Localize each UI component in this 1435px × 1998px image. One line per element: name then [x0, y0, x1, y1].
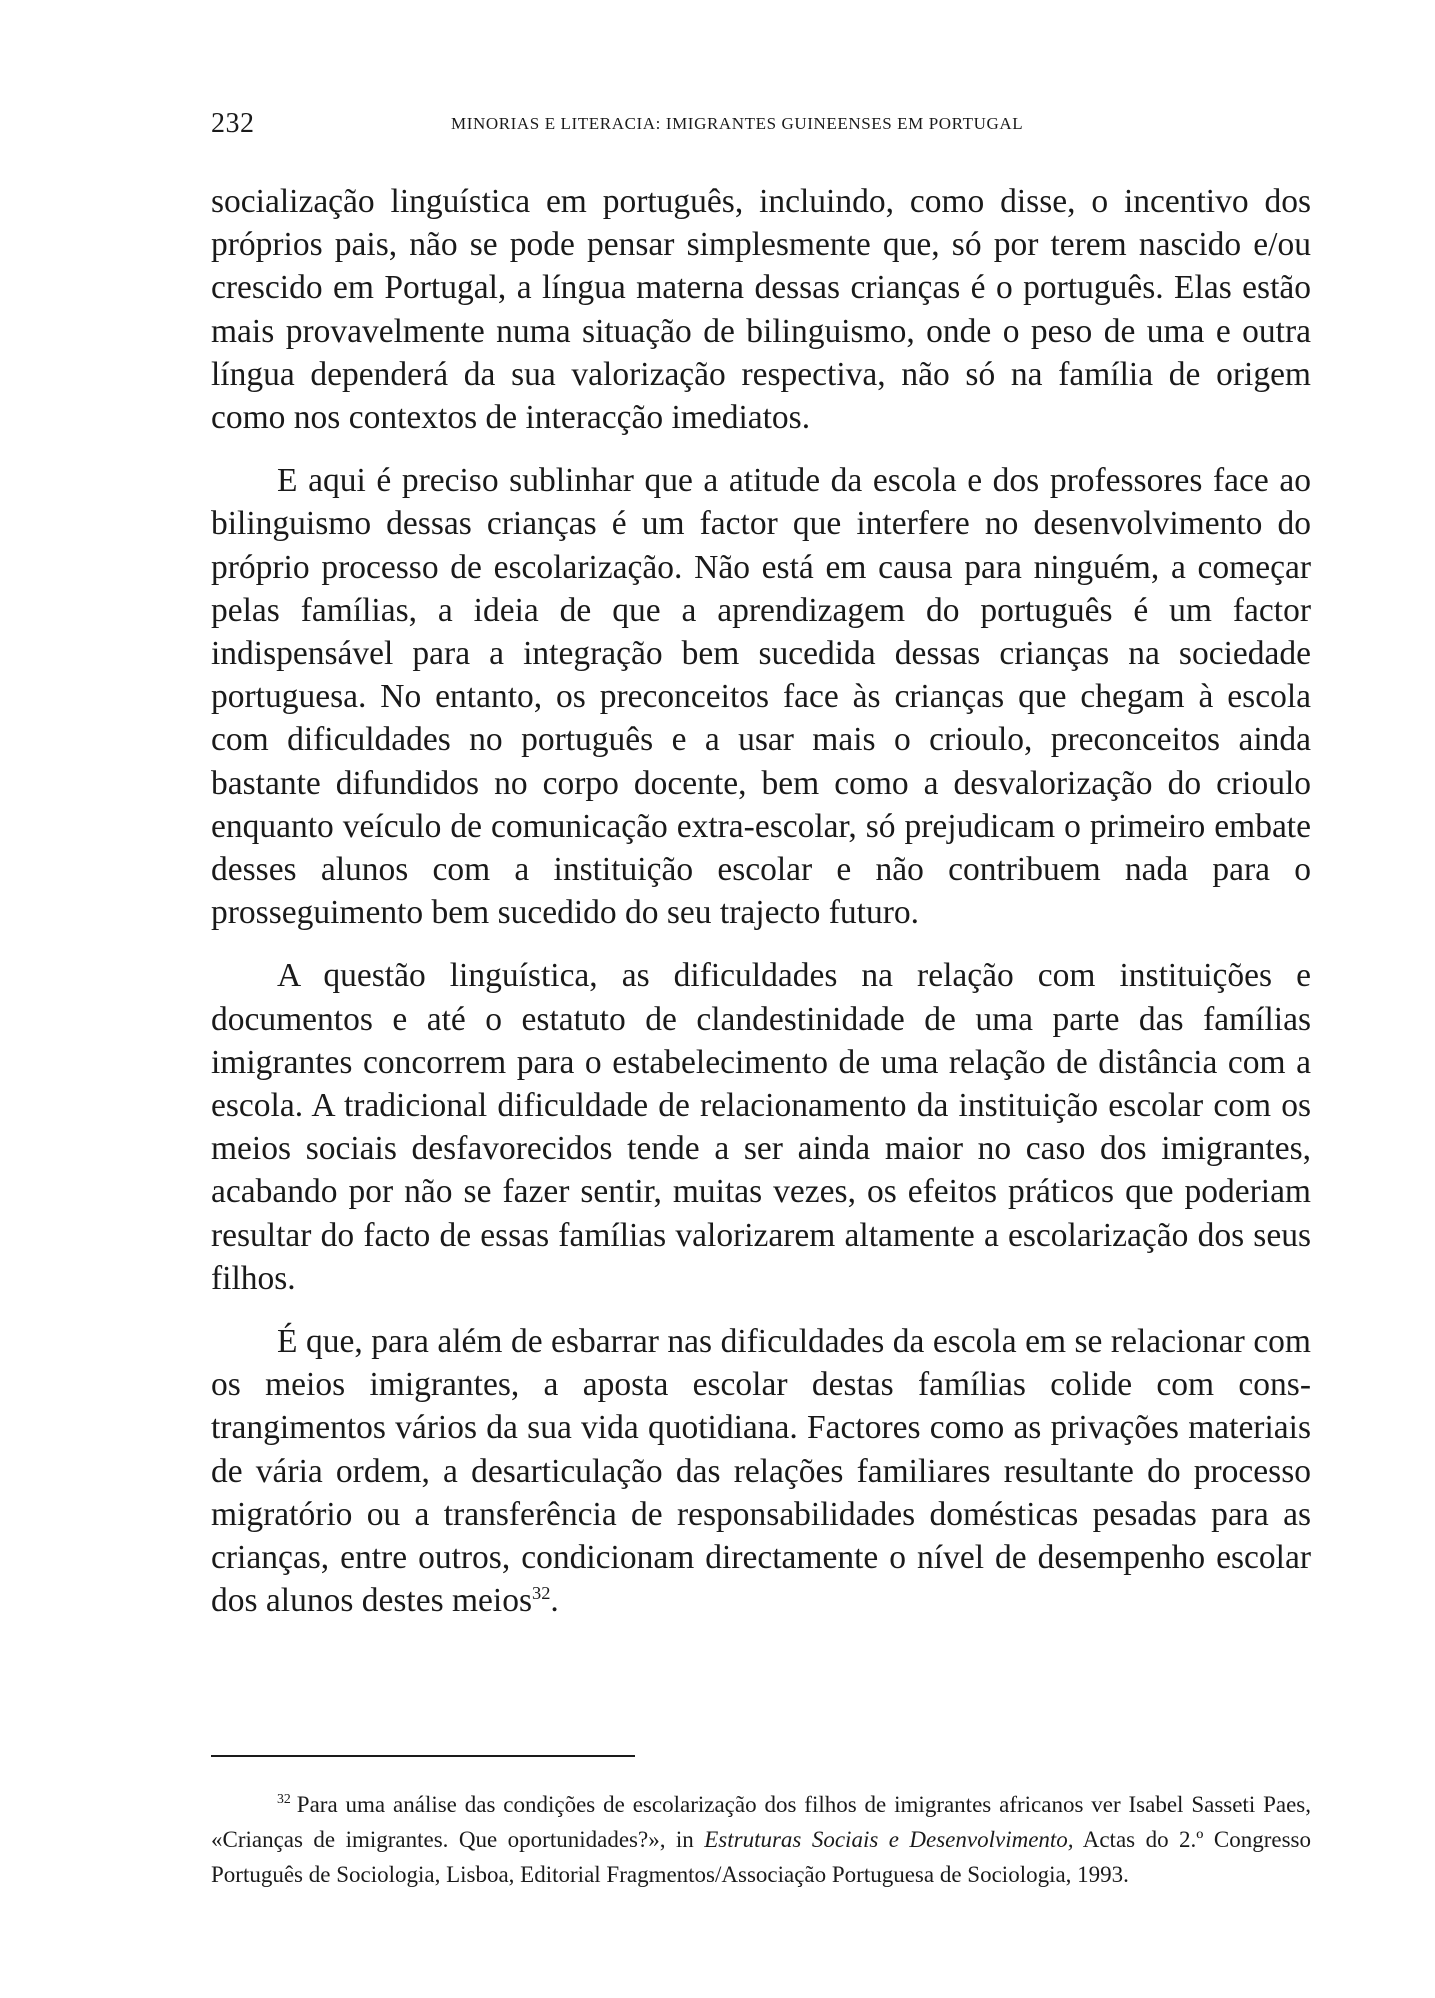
body-text [211, 180, 1311, 1643]
paragraph-3: A questão linguística, as dificuldades na relação com instituições e documentos e até o estatuto de clandestinidade de uma parte das famílias imigrantes concorrem para o estabelecimento de uma relação de distância com a escola. A tradicional dificuldade de relacionamento da instituição escolar com os meios sociais desfavorecidos tende a ser ainda maior no caso dos imigrantes, acabando por não se fazer sentir, muitas vezes, os efeitos práticos que poderiam resultar do facto de essas famílias valorizarem altamente a escolarização dos seus filhos. [211, 957, 1311, 1297]
footnote-reference: 32 [532, 1583, 551, 1604]
page-header [211, 108, 1311, 148]
footnote-text-before: Para uma análise das condições de escolarização dos filhos de imigrantes africanos ver Isabel Sasseti Paes, «Crianças de imigrantes. Que oportunidades?», in [211, 1792, 1311, 1852]
paragraph-4-text: É que, para além de esbarrar nas dificuldades da escola em se relacionar com os meios imigrantes, a aposta escolar destas famílias colide com constrangimentos vários da sua vida quotidiana. Factores como as privações materiais de vária ordem, a desarticulação das relações familiares resultante do processo migratório ou a transferência de responsabilidades domésticas pesadas para as crianças, entre outros, condicionam directamente o nível de desempenho escolar dos alunos destes meios [211, 1323, 1311, 1620]
footnote-marker: 32 [277, 1791, 291, 1807]
page-number: 232 [211, 108, 255, 139]
paragraph-1: socialização linguística em português, incluindo, como disse, o incentivo dos próprios pais, não se pode pensar simplesmente que, só por terem nascido e/ou crescido em Portugal, a língua materna dessas crianças é o português. Elas estão mais provavelmente numa situação de bilinguismo, onde o peso de uma e outra língua dependerá da sua valorização respectiva, não só na família de origem como nos contextos de interacção imediatos. [211, 183, 1311, 437]
paragraph-4: É que, para além de esbarrar nas dificuldades da escola em se relacionar com os meios imigrantes, a aposta escolar destas famílias colide com constrangimentos vários da sua vida quotidiana. Factores como as privações materiais de vária ordem, a desarticulação das relações familiares resultante do processo migratório ou a transferência de responsabilidades domésticas pesadas para as crianças, entre outros, condicionam directamente o nível de desempenho escolar dos alunos destes meios$^{32}$. [211, 1323, 1311, 1620]
footnote-text-after: Actas do 2.º Congresso Português de Sociologia, Lisboa, Editorial Fragmentos/Associação Portuguesa de Sociologia, 1993. [211, 1827, 1311, 1887]
running-title: MINORIAS E LITERACIA: IMIGRANTES GUINEENSES EM PORTUGAL [451, 114, 1024, 133]
footnote-divider [211, 1755, 635, 1757]
paragraph-2: E aqui é preciso sublinhar que a atitude da escola e dos professores face ao bilinguismo dessas crianças é um factor que interfere no desenvolvimento do próprio processo de escolarização. Não está em causa para ninguém, a começar pelas famílias, a ideia de que a aprendizagem do português é um factor indispensável para a integração bem sucedida dessas crianças na sociedade portuguesa. No entanto, os preconceitos face às crianças que chegam à escola com dificuldades no português e a usar mais o crioulo, preconceitos ainda bastante difundidos no corpo docente, bem como a desvalorização do crioulo enquanto veículo de comunicação extra-escolar, só prejudicam o primeiro embate desses alunos com a instituição escolar e não contribuem nada para o prosseguimento bem sucedido do seu trajecto futuro. [211, 462, 1311, 932]
footnote-italic-title: Estruturas Sociais e Desenvolvimento, [704, 1827, 1074, 1852]
footnote [211, 1787, 1311, 1892]
